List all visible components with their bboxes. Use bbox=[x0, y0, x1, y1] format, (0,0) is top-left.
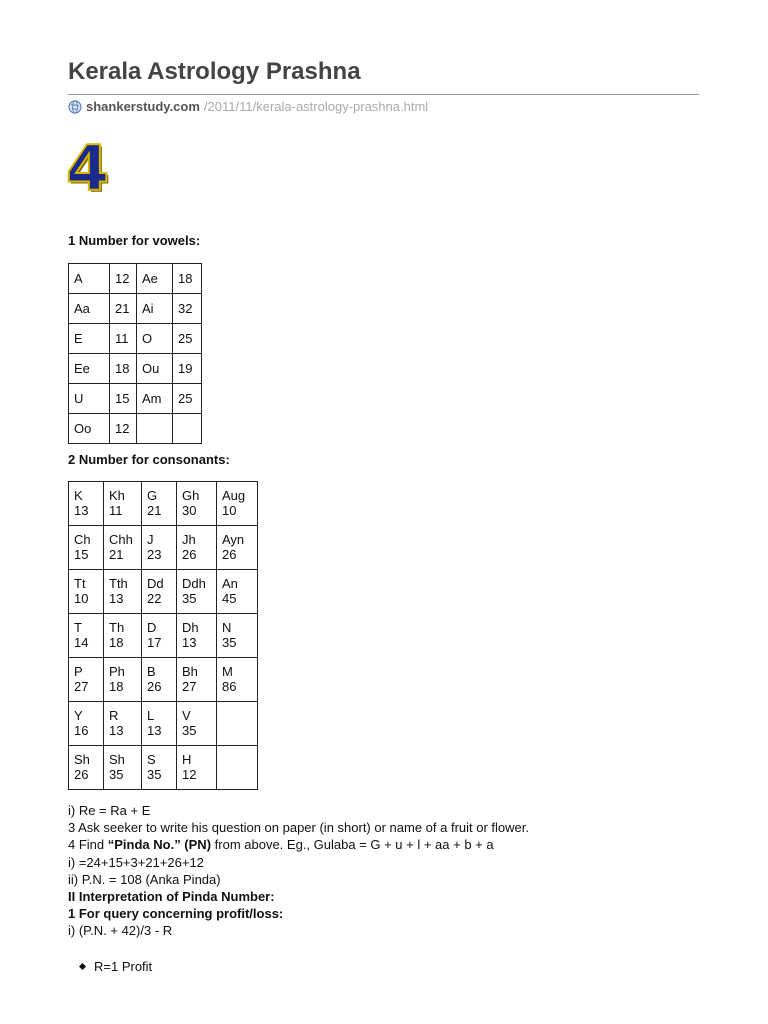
table-row bbox=[69, 658, 258, 702]
vowels-table bbox=[68, 263, 202, 444]
table-cell: Tt 10 bbox=[69, 570, 104, 614]
source-link[interactable] bbox=[68, 99, 428, 114]
text-line: i) (P.N. + 42)/3 - R bbox=[68, 923, 173, 939]
table-cell: 25 bbox=[173, 384, 202, 414]
table-cell: K 13 bbox=[69, 482, 104, 526]
table-row bbox=[69, 482, 258, 526]
table-cell: E bbox=[69, 324, 110, 354]
table-row bbox=[69, 294, 202, 324]
table-cell: Dh 13 bbox=[177, 614, 217, 658]
vowels-heading: 1 Number for vowels: bbox=[68, 233, 201, 248]
table-cell: 11 bbox=[110, 324, 137, 354]
table-cell: Tth 13 bbox=[104, 570, 142, 614]
table-cell bbox=[173, 414, 202, 444]
table-cell: An 45 bbox=[217, 570, 258, 614]
table-cell: Sh 35 bbox=[104, 746, 142, 790]
table-cell: Sh 26 bbox=[69, 746, 104, 790]
table-cell bbox=[137, 414, 173, 444]
table-cell: J 23 bbox=[142, 526, 177, 570]
source-domain[interactable]: shankerstudy.com bbox=[86, 99, 200, 114]
table-cell: O bbox=[137, 324, 173, 354]
section-subheading: II Interpretation of Pinda Number: bbox=[68, 889, 275, 905]
source-path[interactable]: /2011/11/kerala-astrology-prashna.html bbox=[203, 99, 429, 114]
table-row bbox=[69, 526, 258, 570]
table-cell: Ae bbox=[137, 264, 173, 294]
consonants-heading: 2 Number for consonants: bbox=[68, 452, 230, 467]
table-cell: T 14 bbox=[69, 614, 104, 658]
table-cell: Aa bbox=[69, 294, 110, 324]
table-row bbox=[69, 414, 202, 444]
bullet-list bbox=[80, 958, 152, 975]
table-row bbox=[69, 324, 202, 354]
table-cell: Am bbox=[137, 384, 173, 414]
table-cell: 19 bbox=[173, 354, 202, 384]
table-cell: B 26 bbox=[142, 658, 177, 702]
table-cell: 18 bbox=[110, 354, 137, 384]
table-cell: Ph 18 bbox=[104, 658, 142, 702]
table-cell: Bh 27 bbox=[177, 658, 217, 702]
text-line: 3 Ask seeker to write his question on paper (in short) or name of a fruit or flower. bbox=[68, 820, 529, 836]
table-cell: M 86 bbox=[217, 658, 258, 702]
table-row bbox=[69, 354, 202, 384]
list-item bbox=[80, 958, 152, 975]
table-cell: 32 bbox=[173, 294, 202, 324]
page-number-graphic: 4 bbox=[66, 132, 110, 205]
table-cell: 12 bbox=[110, 414, 137, 444]
table-cell: H 12 bbox=[177, 746, 217, 790]
consonants-table bbox=[68, 481, 258, 790]
table-cell: L 13 bbox=[142, 702, 177, 746]
table-cell: Ai bbox=[137, 294, 173, 324]
text-line: ii) P.N. = 108 (Anka Pinda) bbox=[68, 871, 221, 887]
title-divider bbox=[68, 94, 699, 95]
table-cell bbox=[217, 702, 258, 746]
section-subheading: 1 For query concerning profit/loss: bbox=[68, 906, 284, 922]
table-cell: Ayn 26 bbox=[217, 526, 258, 570]
text-line: i) =24+15+3+21+26+12 bbox=[68, 854, 204, 870]
table-cell: Ddh 35 bbox=[177, 570, 217, 614]
table-row bbox=[69, 384, 202, 414]
table-cell: 18 bbox=[173, 264, 202, 294]
list-item-text: R=1 Profit bbox=[94, 959, 153, 974]
table-row bbox=[69, 264, 202, 294]
table-cell: V 35 bbox=[177, 702, 217, 746]
table-cell: Oo bbox=[69, 414, 110, 444]
table-cell: Chh 21 bbox=[104, 526, 142, 570]
table-cell: R 13 bbox=[104, 702, 142, 746]
table-row bbox=[69, 614, 258, 658]
table-cell: G 21 bbox=[142, 482, 177, 526]
table-cell: 25 bbox=[173, 324, 202, 354]
table-cell: Ee bbox=[69, 354, 110, 384]
table-cell: Kh 11 bbox=[104, 482, 142, 526]
table-cell: 15 bbox=[110, 384, 137, 414]
page-title: Kerala Astrology Prashna bbox=[68, 58, 361, 85]
table-cell: D 17 bbox=[142, 614, 177, 658]
table-cell: Th 18 bbox=[104, 614, 142, 658]
body-text bbox=[68, 802, 708, 940]
table-cell: P 27 bbox=[69, 658, 104, 702]
table-row bbox=[69, 570, 258, 614]
table-cell: Dd 22 bbox=[142, 570, 177, 614]
table-row bbox=[69, 746, 258, 790]
table-cell: Aug 10 bbox=[217, 482, 258, 526]
table-cell: Jh 26 bbox=[177, 526, 217, 570]
diamond-bullet-icon bbox=[79, 963, 86, 970]
table-cell bbox=[217, 746, 258, 790]
table-cell: 12 bbox=[110, 264, 137, 294]
table-cell: 21 bbox=[110, 294, 137, 324]
table-cell: S 35 bbox=[142, 746, 177, 790]
table-cell: A bbox=[69, 264, 110, 294]
table-cell: N 35 bbox=[217, 614, 258, 658]
text-line: i) Re = Ra + E bbox=[68, 803, 151, 818]
table-cell: Y 16 bbox=[69, 702, 104, 746]
table-cell: Ou bbox=[137, 354, 173, 384]
text-line: 4 Find “Pinda No.” (PN) from above. Eg., Gulaba = G + u + l + aa + b + a bbox=[68, 837, 494, 853]
table-cell: Ch 15 bbox=[69, 526, 104, 570]
table-row bbox=[69, 702, 258, 746]
globe-icon bbox=[68, 100, 82, 114]
table-cell: U bbox=[69, 384, 110, 414]
table-cell: Gh 30 bbox=[177, 482, 217, 526]
